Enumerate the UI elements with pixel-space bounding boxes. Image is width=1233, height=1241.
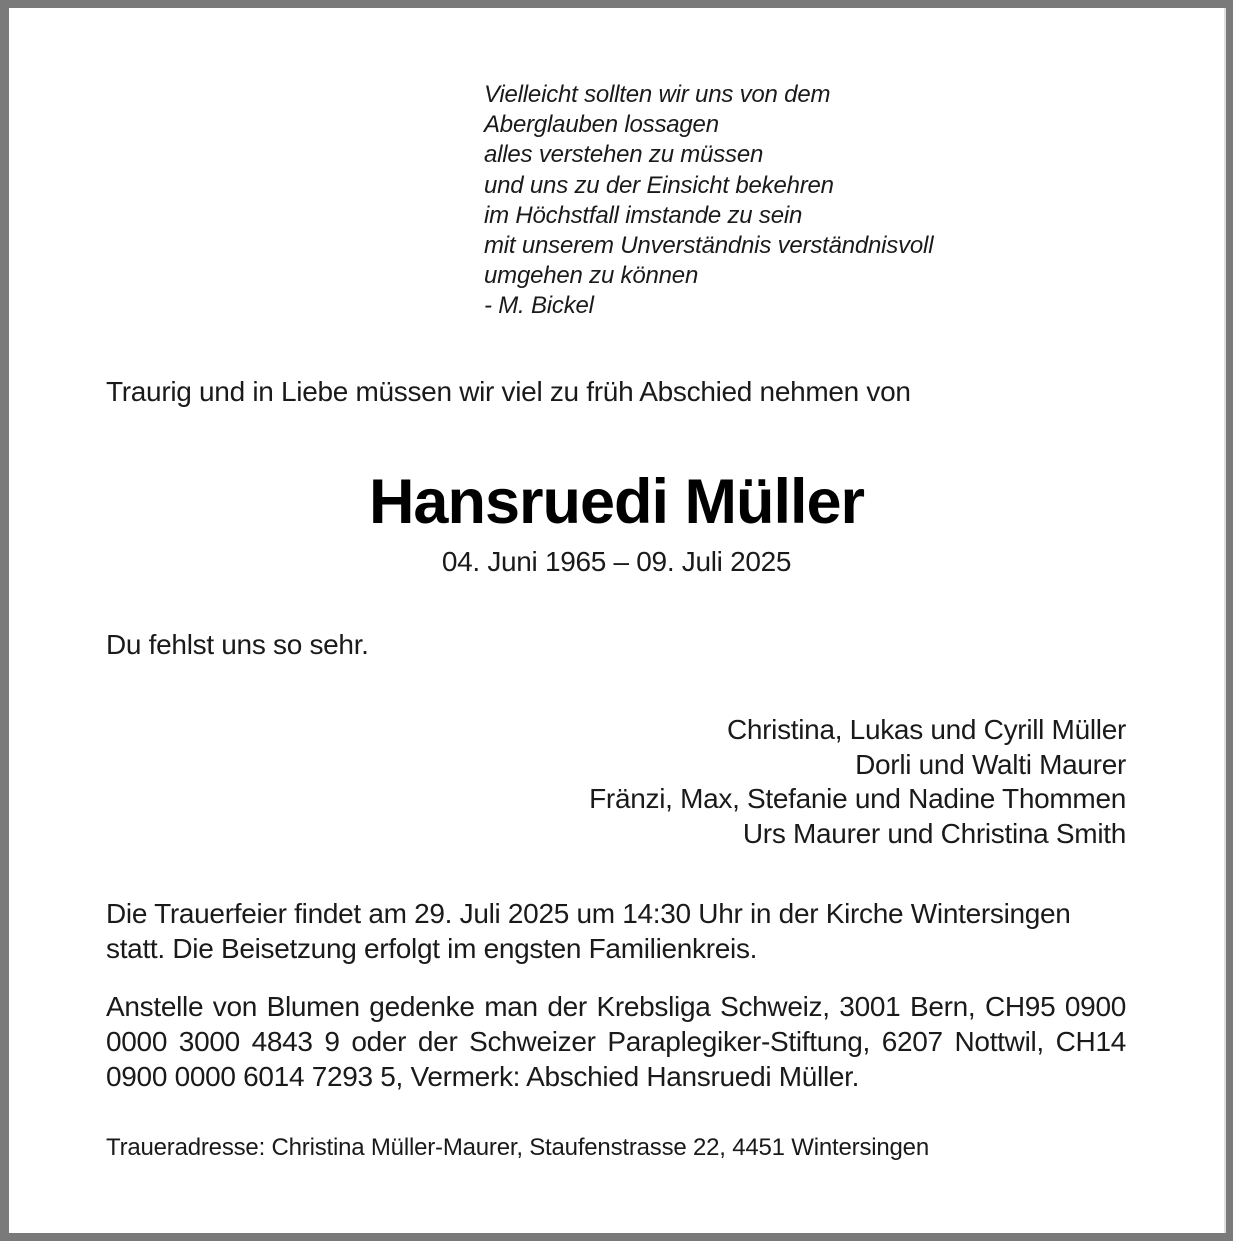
family-line: Christina, Lukas und Cyrill Müller — [726, 714, 1126, 745]
family-line: Fränzi, Max, Stefanie und Nadine Thommen — [589, 783, 1126, 815]
intro-text: Traurig und in Liebe müssen wir viel zu früh Abschied nehmen von — [106, 376, 911, 407]
donation-text: Anstelle von Blumen gedenke man der Krebsliga Schweiz, 3001 Bern, CH95 0900 0000 3000 4843 9 oder der Schweizer Paraplegiker-Stiftung, 6207 Nottwil, CH14 0900 0000 6014 7293 5, Vermerk: Abschied Hansruedi Müller. — [106, 991, 1126, 1092]
family-list — [589, 713, 1126, 851]
family-line: Dorli und Walti Maurer — [855, 748, 1126, 780]
poem-line: alles verstehen zu müssen — [484, 141, 764, 169]
page-edge — [1224, 8, 1226, 1233]
ceremony-text: Die Trauerfeier findet am 29. Juli 2025 um 14:30 Uhr in der Kirche Wintersingen statt. Die Beisetzung erfolgt im engsten Familienkreis. — [106, 898, 1071, 964]
obituary-page — [9, 8, 1224, 1233]
poem-line: im Höchstfall imstande zu sein — [484, 201, 803, 229]
miss-text: Du fehlst uns so sehr. — [106, 629, 369, 660]
poem-line: und uns zu der Einsicht bekehren — [484, 171, 834, 199]
poem-line: umgehen zu können — [484, 262, 699, 290]
poem-line: Aberglauben lossagen — [484, 111, 719, 139]
mourning-address: Traueradresse: Christina Müller-Maurer, Staufenstrasse 22, 4451 Wintersingen — [106, 1134, 929, 1161]
poem-line: Vielleicht sollten wir uns von dem — [484, 81, 831, 108]
life-dates: 04. Juni 1965 – 09. Juli 2025 — [441, 546, 792, 577]
deceased-name: Hansruedi Müller — [368, 467, 865, 537]
poem-author: - M. Bickel — [484, 292, 594, 320]
poem — [484, 80, 933, 322]
family-line: Urs Maurer und Christina Smith — [742, 817, 1126, 849]
poem-line: mit unserem Unverständnis verständnisvoll — [484, 232, 934, 260]
